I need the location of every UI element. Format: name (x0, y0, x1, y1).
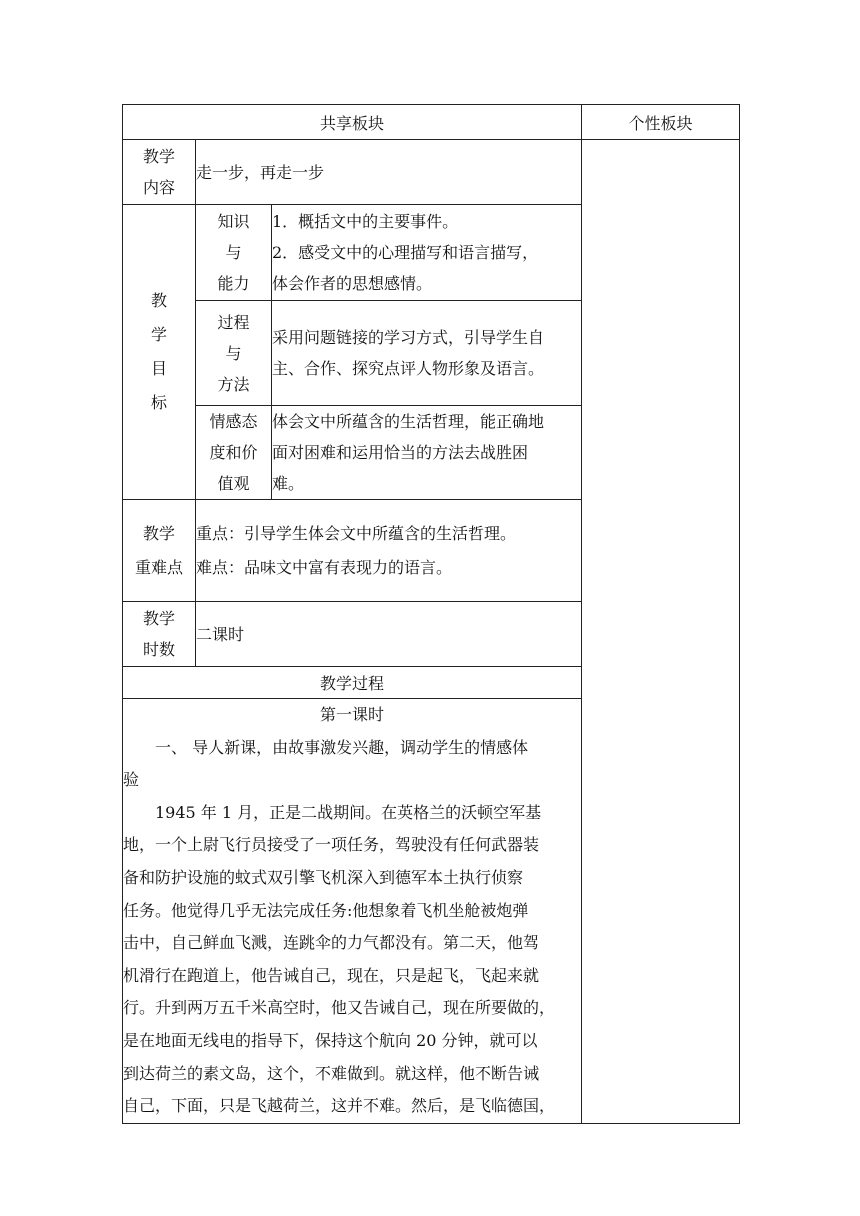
goal-knowledge-text: 1．概括文中的主要事件。 2．感受文中的心理描写和语言描写， 体会作者的思想感情。 (272, 205, 582, 301)
goals-label: 教 学 目 标 (123, 205, 196, 500)
lesson-title: 第一课时 (319, 705, 384, 724)
shared-section-header: 共享板块 (123, 105, 582, 140)
content-value: 走一步，再走一步 (196, 140, 582, 205)
content-label: 教学 内容 (123, 140, 196, 205)
key-points-label: 教学 重难点 (123, 500, 196, 602)
goal-knowledge-label: 知识 与 能力 (196, 205, 272, 301)
lesson-plan-table (122, 104, 740, 1124)
story-paragraph: 1945 年 1 月，正是二战期间。在英格兰的沃顿空军基 地，一个上尉飞行员接受了一项任务，驾驶没有任何武器装 备和防护设施的蚊式双引擎飞机深入到德军本土执行侦察 任务。他觉得几乎无法完成任务:他想象着飞机坐舱被炮弹 击中，自己鲜血飞溅，连跳伞的力气都没有。第二天，他驾 机滑行在跑道上，他告诫自己，现在，只是起飞，飞起来就 行。升到两万五千米高空时，他又告诫自己，现在所要做的， 是在地面无线电的指导下，保持这个航向 20 分钟，就可以 到达荷兰的素文岛，这个，不难做到。就这样，他不断告诫 自己，下面，只是飞越荷兰，这并不难。然后，是飞临德国， (123, 802, 556, 1116)
goal-attitude-label: 情感态 度和价 值观 (196, 406, 272, 500)
personal-section-column (582, 140, 740, 1124)
goal-attitude-text: 体会文中所蕴含的生活哲理，能正确地 面对困难和运用恰当的方法去战胜困 难。 (272, 406, 582, 500)
step-one-paragraph: 一、 导人新课，由故事激发兴趣，调动学生的情感体 验 (123, 737, 529, 790)
process-body (123, 699, 582, 1124)
goal-process-text: 采用问题链接的学习方式，引导学生自 主、合作、探究点评人物形象及语言。 (272, 301, 582, 406)
personal-section-header: 个性板块 (582, 105, 740, 140)
goal-process-label: 过程 与 方法 (196, 301, 272, 406)
key-points-text: 重点：引导学生体会文中所蕴含的生活哲理。 难点：品味文中富有表现力的语言。 (196, 500, 582, 602)
hours-label: 教学 时数 (123, 602, 196, 667)
process-title: 教学过程 (123, 667, 582, 699)
hours-value: 二课时 (196, 602, 582, 667)
